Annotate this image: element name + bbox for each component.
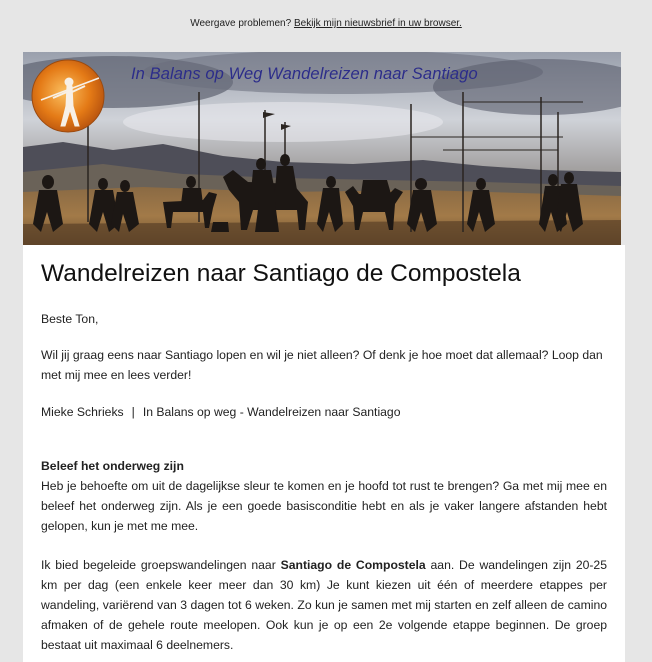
greeting: Beste Ton, — [41, 312, 99, 326]
signature-org: In Balans op weg - Wandelreizen naar Santiago — [142, 405, 401, 419]
section-title: Beleef het onderweg zijn — [41, 459, 184, 473]
banner-title: In Balans op Weg Wandelreizen naar Santiago — [131, 65, 478, 83]
paragraph2-text-before: Ik bied begeleide groepswandelingen naar — [41, 558, 281, 572]
newsletter-content — [23, 245, 625, 662]
paragraph2-text-after: aan. De wandelingen zijn 20-25 km per dag (een enkele keer meer dan 30 km) Je kunt kiezen uit één of meerdere etappes per wandeling, variërend van 3 dagen tot 6 weken. Zo kun je samen met mij starten en zelf alleen de camino afmaken of de gehele route meelopen. Ook kun je op een 2e volgende etappe beginnen. De groep bestaat uit maximaal 6 deelnemers. — [41, 558, 607, 652]
browser-view-bar — [0, 0, 652, 52]
page-title: Wandelreizen naar Santiago de Compostela — [41, 260, 521, 287]
section-paragraph-1: Heb je behoefte om uit de dagelijkse sleur te komen en je hoofd tot rust te brengen? Ga met mij mee en beleef het onderweg zijn. Als je een goede basisconditie hebt en als je vaker langere afstanden hebt gelopen, kun je met me mee. — [41, 479, 607, 533]
signature-line — [41, 402, 607, 422]
intro-paragraph: Wil jij graag eens naar Santiago lopen en wil je niet alleen? Of denk je hoe moet dat allemaal? Loop dan met mij mee en lees verder! — [41, 348, 603, 382]
signature-name: Mieke Schrieks — [41, 405, 124, 419]
signature-separator: | — [131, 405, 135, 419]
pilgrim-sun-logo — [32, 60, 104, 132]
display-problems-text: Weergave problemen? — [190, 18, 292, 29]
header-banner — [23, 52, 621, 245]
section-paragraph-2 — [41, 555, 607, 655]
paragraph2-bold-destination: Santiago de Compostela — [280, 558, 426, 572]
view-in-browser-link[interactable]: Bekijk mijn nieuwsbrief in uw browser. — [293, 18, 462, 29]
